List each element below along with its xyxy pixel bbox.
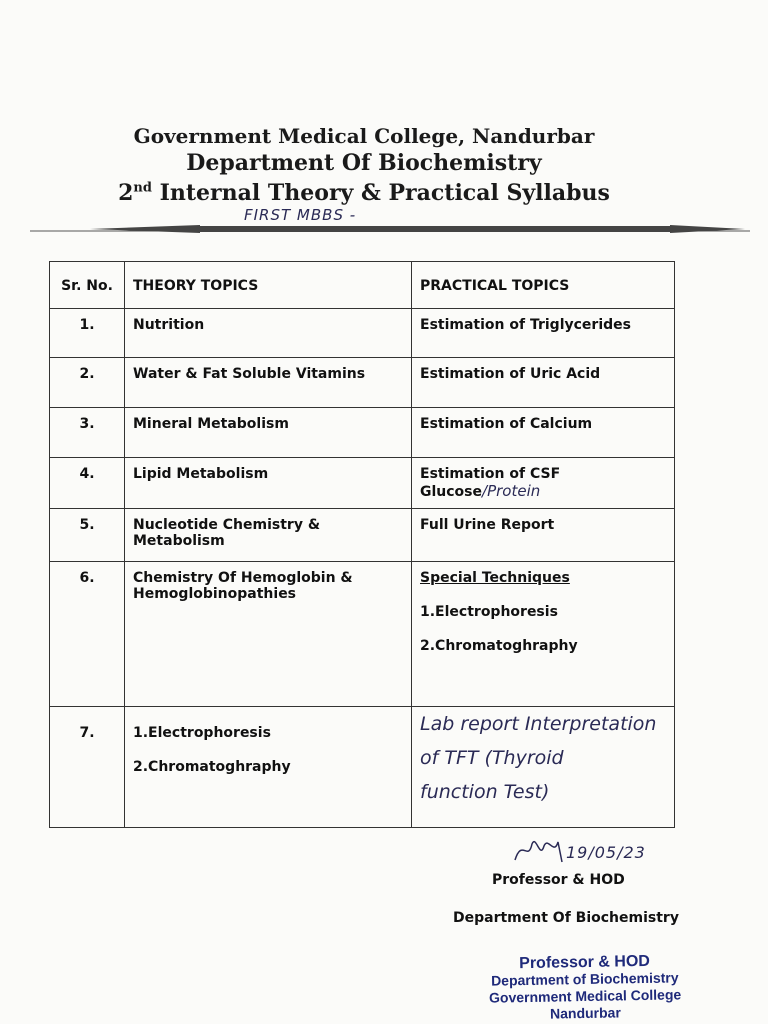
- handwritten-first-mbbs: FIRST MBBS -: [244, 206, 357, 224]
- header-practical: PRACTICAL TOPICS: [412, 262, 675, 309]
- theory-topic: [125, 707, 412, 828]
- signature-date: 19/05/23: [566, 843, 646, 862]
- row-number: 7.: [50, 707, 125, 828]
- theory-topic: Nucleotide Chemistry & Metabolism: [125, 509, 412, 562]
- practical-topic: Estimation of CSF Glucose/Protein: [412, 458, 675, 509]
- practical-topic: Estimation of Triglycerides: [412, 309, 675, 358]
- theory-topic: Water & Fat Soluble Vitamins: [125, 358, 412, 408]
- table-header-row: [50, 262, 675, 309]
- handwritten-protein-note: /Protein: [482, 482, 541, 500]
- syllabus-title: 2nd Internal Theory & Practical Syllabus: [118, 180, 610, 206]
- theory-topic: Chemistry Of Hemoglobin & Hemoglobinopathies: [125, 562, 412, 707]
- decorative-arrow-divider: [30, 222, 750, 236]
- row-number: 1.: [50, 309, 125, 358]
- theory-item: 2.Chromatoghraphy: [133, 759, 291, 775]
- signatory-department: Department Of Biochemistry: [453, 910, 679, 926]
- practical-topic: Estimation of Uric Acid: [412, 358, 675, 408]
- row-number: 5.: [50, 509, 125, 562]
- row-number: 2.: [50, 358, 125, 408]
- theory-topic: Mineral Metabolism: [125, 408, 412, 458]
- table-row: [50, 458, 675, 509]
- signatory-title: Professor & HOD: [492, 872, 625, 888]
- table-row: [50, 509, 675, 562]
- table-row: [50, 408, 675, 458]
- department-title: Department Of Biochemistry: [186, 150, 542, 176]
- practical-item: 1.Electrophoresis: [420, 604, 558, 620]
- theory-topic: Lipid Metabolism: [125, 458, 412, 509]
- college-title: Government Medical College, Nandurbar: [133, 124, 595, 148]
- theory-item: 1.Electrophoresis: [133, 725, 271, 741]
- header-sr-no: Sr. No.: [50, 262, 125, 309]
- practical-item: 2.Chromatoghraphy: [420, 638, 578, 654]
- practical-topic: [412, 562, 675, 707]
- special-techniques-heading: Special Techniques: [420, 570, 570, 586]
- row-number: 4.: [50, 458, 125, 509]
- handwritten-lab-report-note: Lab report Interpretation of TFT (Thyroid function Test): [420, 713, 657, 803]
- syllabus-table: [49, 261, 675, 828]
- table-row: [50, 358, 675, 408]
- practical-topic: Estimation of Calcium: [412, 408, 675, 458]
- row-number: 3.: [50, 408, 125, 458]
- table-row: [50, 309, 675, 358]
- practical-topic: [412, 707, 675, 828]
- header-theory: THEORY TOPICS: [125, 262, 412, 309]
- official-stamp: Professor & HOD Department of Biochemistry Government Medical College Nandurbar: [488, 952, 682, 1022]
- table-row: [50, 707, 675, 828]
- row-number: 6.: [50, 562, 125, 707]
- practical-topic: Full Urine Report: [412, 509, 675, 562]
- theory-topic: Nutrition: [125, 309, 412, 358]
- table-row: [50, 562, 675, 707]
